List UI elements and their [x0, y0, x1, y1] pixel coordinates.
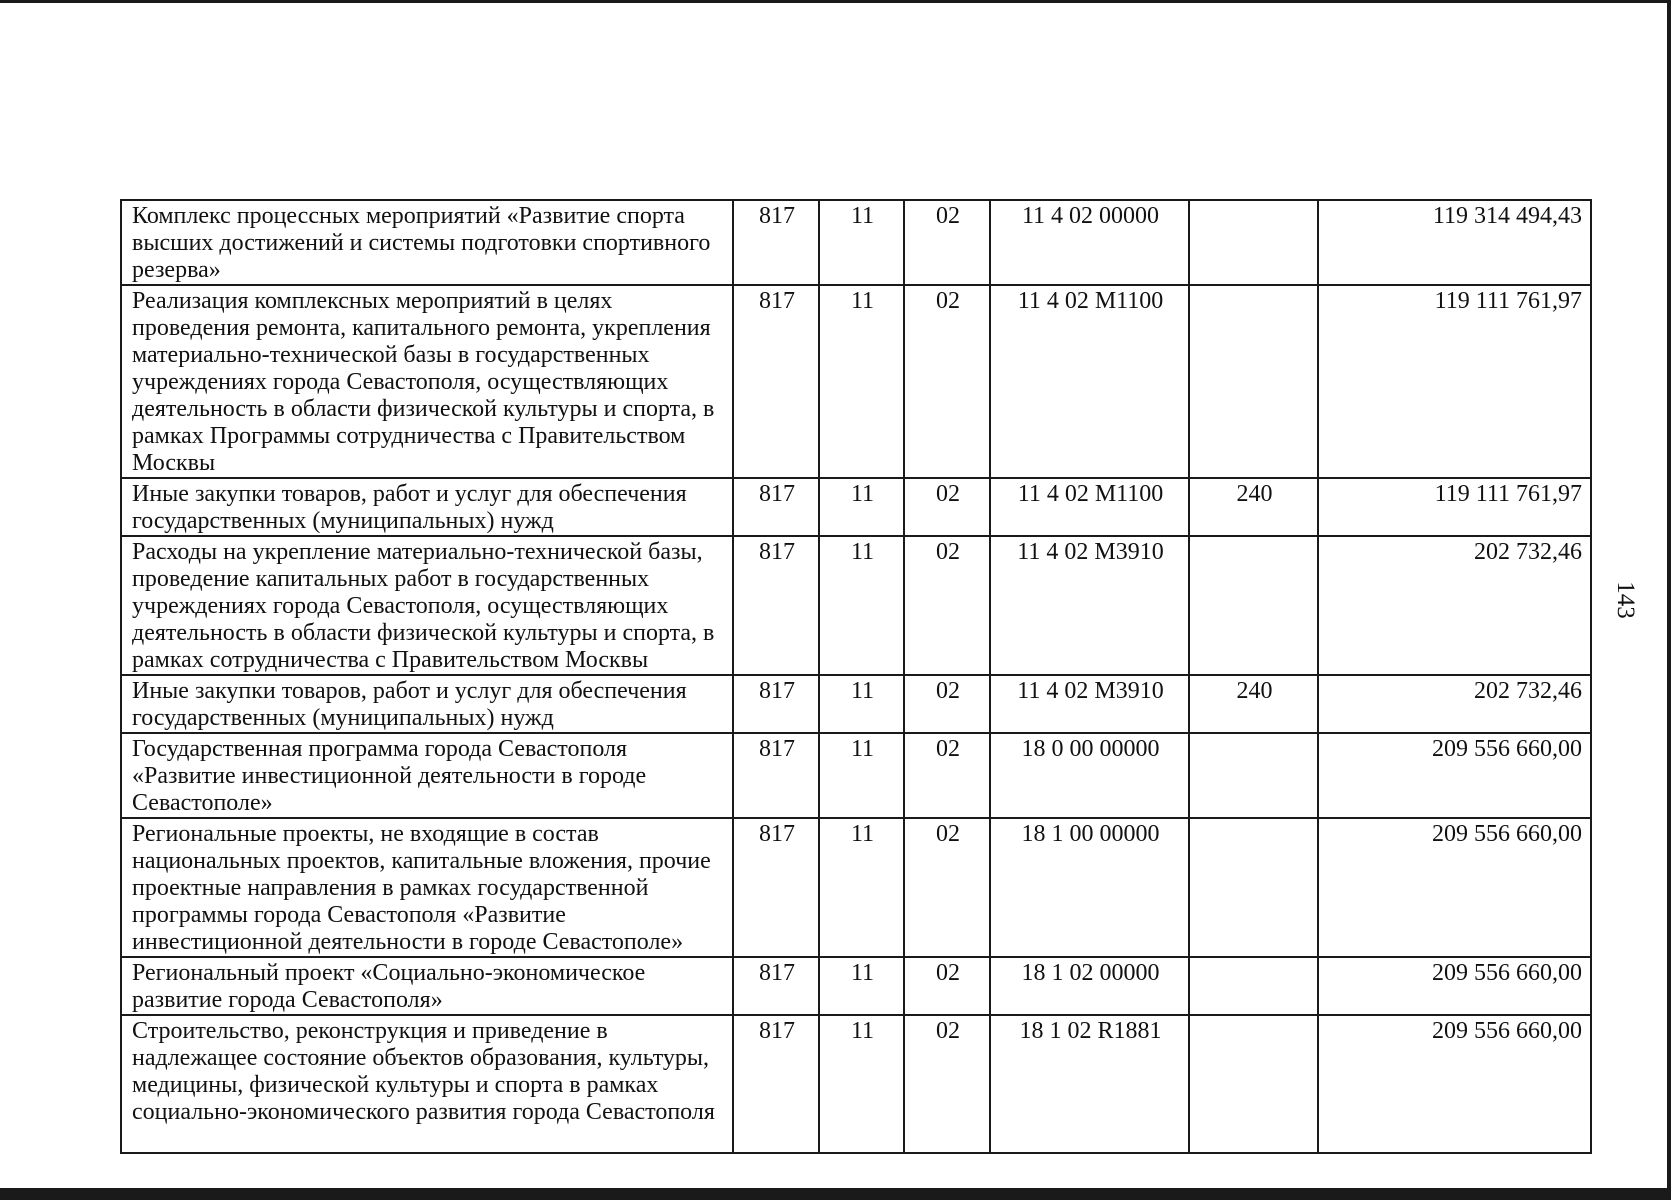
cell-target-article: 18 0 00 00000: [990, 733, 1189, 818]
table-row: [121, 285, 1591, 478]
cell-expense-type: [1189, 818, 1318, 957]
table-row: [121, 957, 1591, 1015]
cell-expense-type: [1189, 536, 1318, 675]
table-row: [121, 200, 1591, 285]
table-row: [121, 478, 1591, 536]
table-row: [121, 733, 1591, 818]
cell-grbs: 817: [733, 957, 819, 1015]
cell-grbs: 817: [733, 818, 819, 957]
cell-description: Комплекс процессных мероприятий «Развитие спорта высших достижений и системы подготовки спортивного резерва»: [121, 200, 733, 285]
cell-section: 11: [819, 200, 904, 285]
cell-section: 11: [819, 1015, 904, 1153]
cell-grbs: 817: [733, 478, 819, 536]
cell-target-article: 11 4 02 М1100: [990, 478, 1189, 536]
cell-subsection: 02: [904, 200, 990, 285]
cell-subsection: 02: [904, 285, 990, 478]
cell-target-article: 18 1 00 00000: [990, 818, 1189, 957]
cell-amount: 202 732,46: [1318, 675, 1591, 733]
table-row: [121, 675, 1591, 733]
cell-section: 11: [819, 675, 904, 733]
cell-section: 11: [819, 285, 904, 478]
page-number: 143: [1612, 581, 1639, 619]
cell-amount: 209 556 660,00: [1318, 733, 1591, 818]
cell-subsection: 02: [904, 1015, 990, 1153]
cell-description: Иные закупки товаров, работ и услуг для обеспечения государственных (муниципальных) нужд: [121, 675, 733, 733]
table-row: [121, 818, 1591, 957]
cell-grbs: 817: [733, 200, 819, 285]
cell-section: 11: [819, 536, 904, 675]
cell-section: 11: [819, 733, 904, 818]
cell-description: Государственная программа города Севастополя «Развитие инвестиционной деятельности в городе Севастополе»: [121, 733, 733, 818]
cell-amount: 202 732,46: [1318, 536, 1591, 675]
cell-subsection: 02: [904, 478, 990, 536]
table-row: [121, 1015, 1591, 1153]
cell-amount: 209 556 660,00: [1318, 1015, 1591, 1153]
cell-target-article: 11 4 02 М1100: [990, 285, 1189, 478]
cell-expense-type: [1189, 200, 1318, 285]
cell-section: 11: [819, 478, 904, 536]
cell-grbs: 817: [733, 733, 819, 818]
cell-description: Строительство, реконструкция и приведение в надлежащее состояние объектов образования, культуры, медицины, физической культуры и спорта в рамках социально-экономического развития города Севастополя: [121, 1015, 733, 1153]
cell-grbs: 817: [733, 675, 819, 733]
cell-target-article: 11 4 02 00000: [990, 200, 1189, 285]
cell-description: Региональные проекты, не входящие в состав национальных проектов, капитальные вложения, прочие проектные направления в рамках государственной программы города Севастополя «Развитие инвестиционной деятельности в городе Севастополе»: [121, 818, 733, 957]
scan-border-right: [1667, 0, 1671, 1200]
cell-description: Реализация комплексных мероприятий в целях проведения ремонта, капитального ремонта, укрепления материально-технической базы в государственных учреждениях города Севастополя, осуществляющих деятельность в области физической культуры и спорта, в рамках Программы сотрудничества с Правительством Москвы: [121, 285, 733, 478]
table-row: [121, 536, 1591, 675]
cell-target-article: 18 1 02 R1881: [990, 1015, 1189, 1153]
cell-grbs: 817: [733, 536, 819, 675]
cell-subsection: 02: [904, 733, 990, 818]
cell-expense-type: [1189, 1015, 1318, 1153]
cell-section: 11: [819, 957, 904, 1015]
budget-table: [120, 199, 1592, 1154]
cell-amount: 209 556 660,00: [1318, 957, 1591, 1015]
cell-description: Региональный проект «Социально-экономическое развитие города Севастополя»: [121, 957, 733, 1015]
cell-subsection: 02: [904, 957, 990, 1015]
cell-target-article: 11 4 02 М3910: [990, 675, 1189, 733]
cell-expense-type: 240: [1189, 675, 1318, 733]
cell-grbs: 817: [733, 1015, 819, 1153]
cell-amount: 119 111 761,97: [1318, 285, 1591, 478]
cell-description: Иные закупки товаров, работ и услуг для обеспечения государственных (муниципальных) нужд: [121, 478, 733, 536]
cell-subsection: 02: [904, 675, 990, 733]
cell-target-article: 11 4 02 М3910: [990, 536, 1189, 675]
scan-border-bottom: [0, 1188, 1671, 1200]
cell-section: 11: [819, 818, 904, 957]
cell-amount: 119 314 494,43: [1318, 200, 1591, 285]
cell-expense-type: [1189, 957, 1318, 1015]
cell-amount: 209 556 660,00: [1318, 818, 1591, 957]
cell-expense-type: [1189, 285, 1318, 478]
cell-amount: 119 111 761,97: [1318, 478, 1591, 536]
cell-expense-type: 240: [1189, 478, 1318, 536]
cell-subsection: 02: [904, 536, 990, 675]
cell-description: Расходы на укрепление материально-технической базы, проведение капитальных работ в государственных учреждениях города Севастополя, осуществляющих деятельность в области физической культуры и спорта, в рамках сотрудничества с Правительством Москвы: [121, 536, 733, 675]
cell-grbs: 817: [733, 285, 819, 478]
cell-subsection: 02: [904, 818, 990, 957]
cell-expense-type: [1189, 733, 1318, 818]
scan-border-top: [0, 0, 1671, 3]
cell-target-article: 18 1 02 00000: [990, 957, 1189, 1015]
